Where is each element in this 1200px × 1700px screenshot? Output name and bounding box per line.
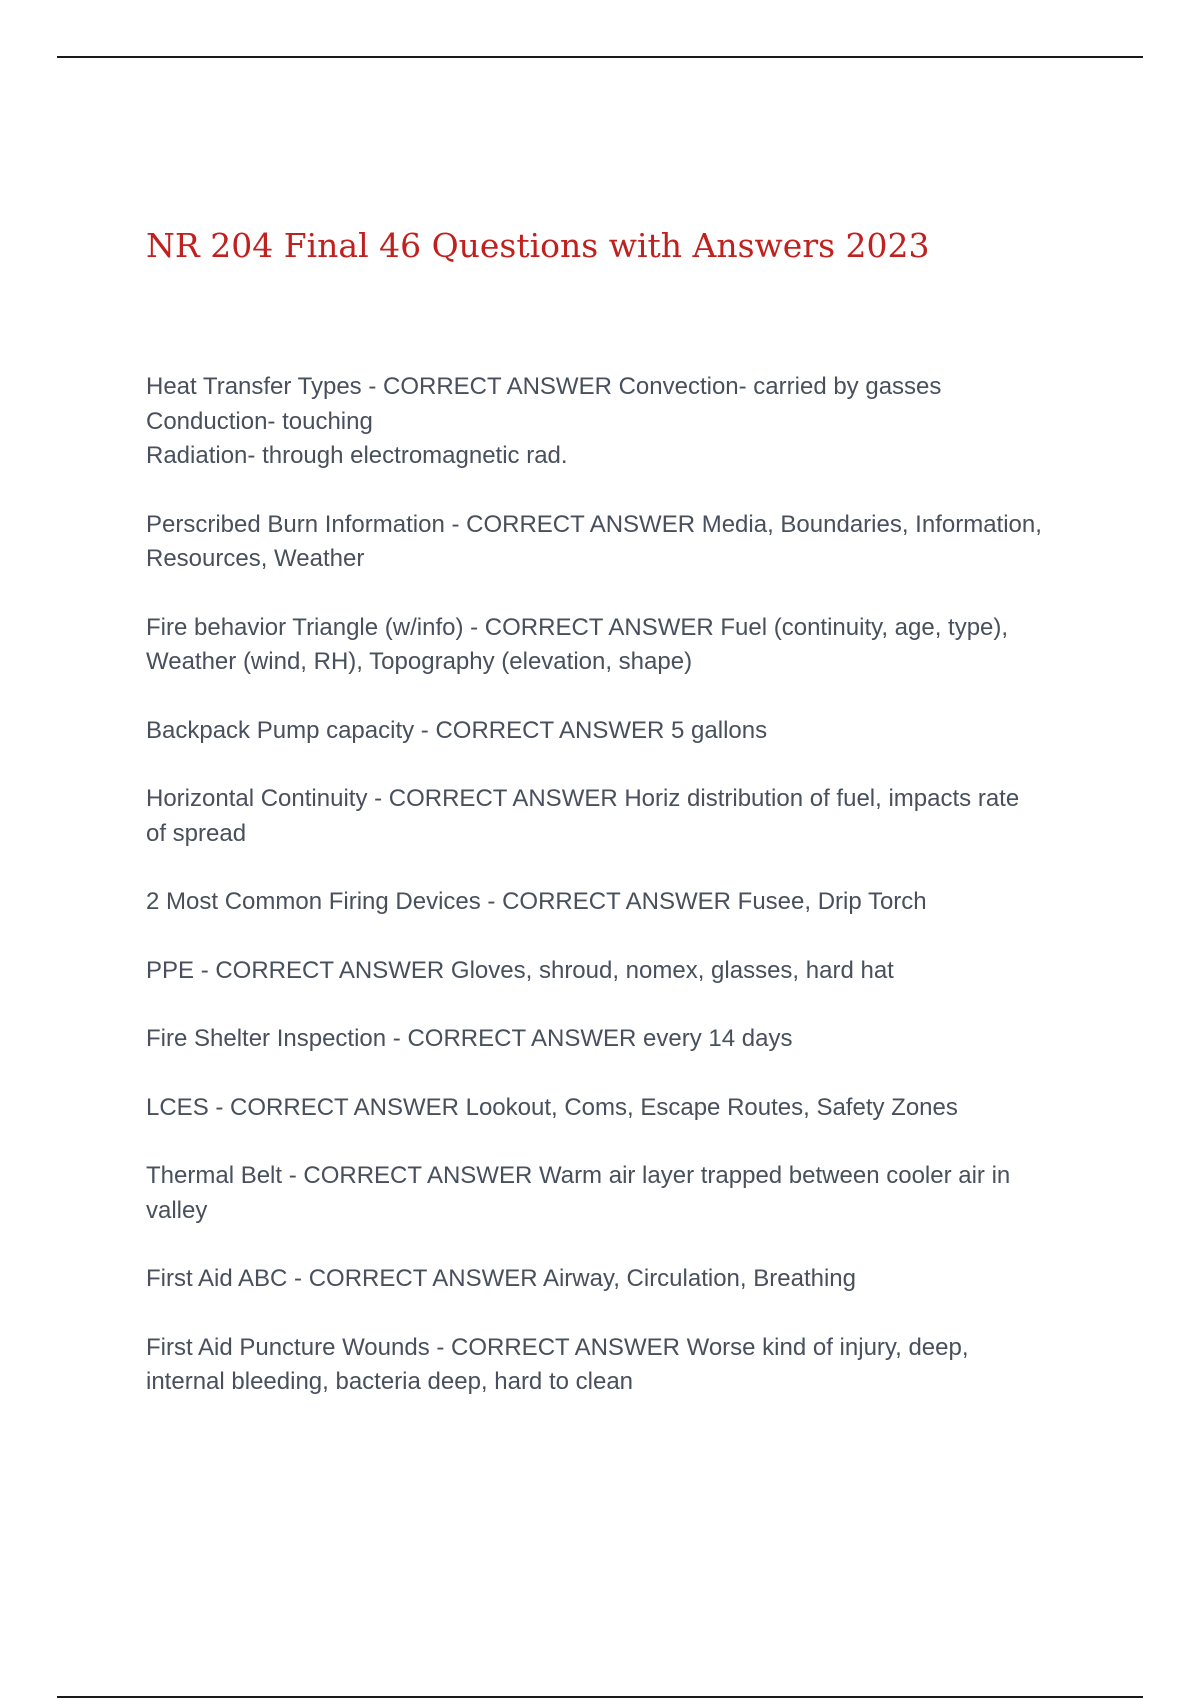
qa-line: Fire behavior Triangle (w/info) - CORRECT ANSWER Fuel (continuity, age, type), (146, 613, 1009, 641)
qa-line: Weather (wind, RH), Topography (elevation, shape) (146, 648, 693, 675)
qa-line: valley (146, 1196, 208, 1224)
qa-line: PPE - CORRECT ANSWER Gloves, shroud, nomex, glasses, hard hat (146, 956, 894, 984)
qa-line: 2 Most Common Firing Devices - CORRECT ANSWER Fusee, Drip Torch (146, 888, 927, 915)
qa-item (146, 1022, 1096, 1057)
qa-item (146, 1331, 1096, 1400)
qa-line: First Aid Puncture Wounds - CORRECT ANSWER Worse kind of injury, deep, (146, 1333, 969, 1361)
qa-item (146, 954, 1096, 989)
qa-line: Resources, Weather (146, 545, 365, 572)
qa-line: First Aid ABC - CORRECT ANSWER Airway, Circulation, Breathing (146, 1265, 856, 1292)
top-rule (57, 56, 1143, 58)
qa-item (146, 508, 1096, 577)
qa-line: Horizontal Continuity - CORRECT ANSWER Horiz distribution of fuel, impacts rate (146, 785, 1020, 812)
qa-line: Fire Shelter Inspection - CORRECT ANSWER every 14 days (146, 1025, 793, 1052)
qa-line: LCES - CORRECT ANSWER Lookout, Coms, Escape Routes, Safety Zones (146, 1093, 958, 1121)
qa-line: Conduction- touching (146, 407, 373, 435)
qa-item (146, 1262, 1096, 1297)
qa-line: of spread (146, 819, 247, 847)
qa-line: internal bleeding, bacteria deep, hard to clean (146, 1368, 634, 1395)
qa-item (146, 885, 1096, 920)
qa-line: Radiation- through electromagnetic rad. (146, 442, 568, 469)
document-title: NR 204 Final 46 Questions with Answers 2023 (146, 226, 930, 265)
qa-item (146, 1159, 1096, 1228)
qa-line: Backpack Pump capacity - CORRECT ANSWER 5 gallons (146, 716, 768, 744)
qa-item (146, 611, 1096, 680)
qa-line: Perscribed Burn Information - CORRECT ANSWER Media, Boundaries, Information, (146, 510, 1042, 538)
qa-item (146, 370, 1096, 474)
qa-item (146, 714, 1096, 749)
qa-line: Thermal Belt - CORRECT ANSWER Warm air layer trapped between cooler air in (146, 1162, 1011, 1189)
qa-item (146, 782, 1096, 851)
qa-line: Heat Transfer Types - CORRECT ANSWER Convection- carried by gasses (146, 373, 942, 400)
bottom-rule (57, 1696, 1143, 1698)
qa-list (146, 370, 1096, 1434)
qa-item (146, 1091, 1096, 1126)
